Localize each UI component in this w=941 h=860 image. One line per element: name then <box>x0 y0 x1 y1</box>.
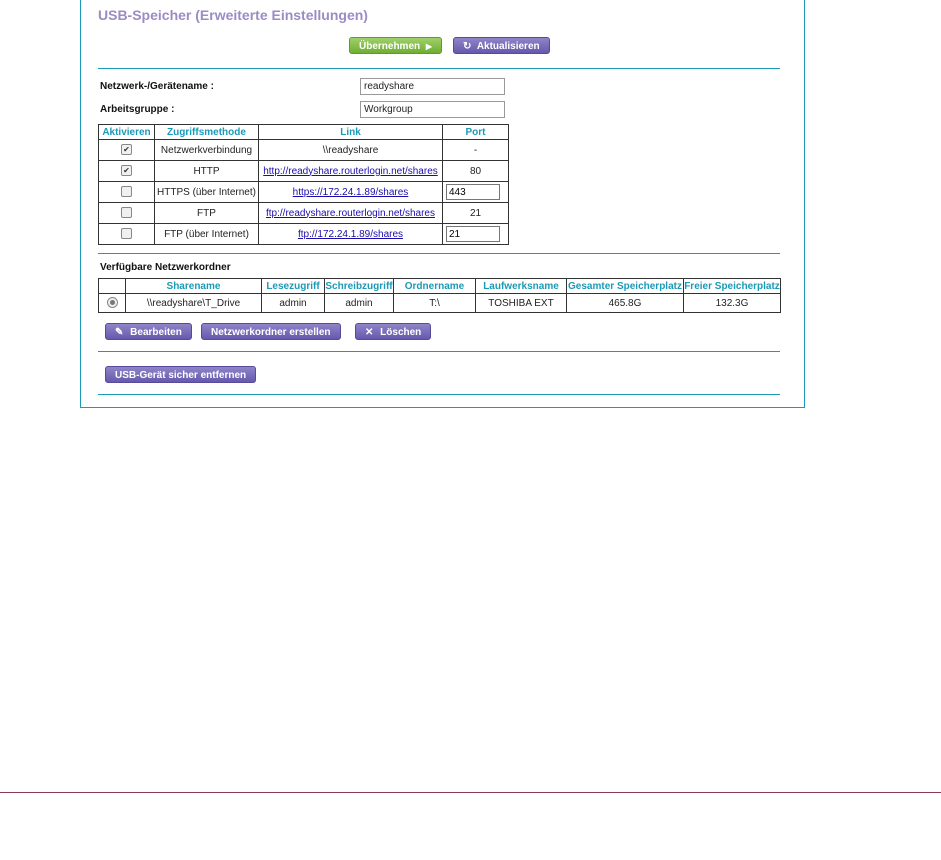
workgroup-input[interactable] <box>360 101 505 118</box>
table-row <box>99 182 509 203</box>
footer-divider <box>0 792 941 793</box>
access-method: FTP <box>155 203 259 224</box>
column-header: Aktivieren <box>99 125 155 140</box>
free-space: 132.3G <box>684 294 781 313</box>
divider <box>98 394 780 395</box>
folders-table-header <box>99 279 781 294</box>
eject-usb-button[interactable] <box>105 366 256 383</box>
device-name-label: Netzwerk-/Gerätename : <box>100 81 214 92</box>
access-method: FTP (über Internet) <box>155 224 259 245</box>
port-value: 21 <box>443 203 509 224</box>
port-input[interactable] <box>446 226 500 242</box>
access-method: HTTPS (über Internet) <box>155 182 259 203</box>
port-value: 80 <box>443 161 509 182</box>
play-icon: ▶ <box>425 42 433 51</box>
delete-button-label: Löschen <box>380 327 422 338</box>
total-space: 465.8G <box>567 294 684 313</box>
network-folders-table <box>98 278 781 313</box>
access-link[interactable]: http://readyshare.routerlogin.net/shares <box>263 165 438 177</box>
enable-checkbox[interactable]: ✔ <box>121 165 132 176</box>
table-row <box>99 140 509 161</box>
eject-usb-button-label: USB-Gerät sicher entfernen <box>115 370 247 381</box>
column-header: Ordnername <box>394 279 476 294</box>
drive-name: TOSHIBA EXT <box>476 294 567 313</box>
enable-checkbox[interactable] <box>121 207 132 218</box>
access-table-header <box>99 125 509 140</box>
column-header: Laufwerksname <box>476 279 567 294</box>
workgroup-label: Arbeitsgruppe : <box>100 104 175 115</box>
column-header: Zugriffsmethode <box>155 125 259 140</box>
column-header: Freier Speicherplatz <box>684 280 780 292</box>
delete-button[interactable] <box>355 323 431 340</box>
access-method: Netzwerkverbindung <box>155 140 259 161</box>
access-methods-table <box>98 124 509 245</box>
port-input[interactable] <box>446 184 500 200</box>
table-row <box>99 294 781 313</box>
port-value: - <box>443 140 509 161</box>
column-header: Gesamter Speicherplatz <box>568 280 682 292</box>
table-row <box>99 224 509 245</box>
folder-select-radio[interactable] <box>107 297 118 308</box>
folder-name: T:\ <box>394 294 476 313</box>
column-header: Lesezugriff <box>262 279 325 294</box>
enable-checkbox[interactable] <box>121 186 132 197</box>
access-link[interactable]: ftp://readyshare.routerlogin.net/shares <box>266 207 435 219</box>
column-header: Link <box>259 125 443 140</box>
access-link[interactable]: ftp://172.24.1.89/shares <box>297 228 404 240</box>
divider <box>98 351 780 352</box>
write-access: admin <box>325 294 394 313</box>
device-name-input[interactable] <box>360 78 505 95</box>
edit-button-label: Bearbeiten <box>130 327 182 338</box>
apply-button-label: Übernehmen <box>359 41 421 52</box>
usb-advanced-settings-panel <box>80 0 805 408</box>
read-access: admin <box>262 294 325 313</box>
access-method: HTTP <box>155 161 259 182</box>
refresh-icon: ↻ <box>463 41 472 52</box>
access-link: \\readyshare <box>259 140 443 161</box>
table-row <box>99 203 509 224</box>
create-folder-button-label: Netzwerkordner erstellen <box>211 327 331 338</box>
enable-checkbox[interactable]: ✔ <box>121 144 132 155</box>
apply-button[interactable] <box>349 37 442 54</box>
edit-button[interactable] <box>105 323 192 340</box>
close-icon: ✕ <box>365 327 374 338</box>
column-header: Port <box>443 125 509 140</box>
refresh-button-label: Aktualisieren <box>476 41 540 52</box>
page-title: USB-Speicher (Erweiterte Einstellungen) <box>98 7 368 23</box>
select-column-header <box>99 279 126 294</box>
pencil-icon: ✎ <box>115 327 124 338</box>
table-row <box>99 161 509 182</box>
share-name: \\readyshare\T_Drive <box>126 294 262 313</box>
column-header: Sharename <box>126 279 262 294</box>
column-header: Schreibzugriff <box>325 280 393 292</box>
access-link[interactable]: https://172.24.1.89/shares <box>292 186 409 198</box>
refresh-button[interactable] <box>453 37 550 54</box>
divider <box>98 253 780 254</box>
create-folder-button[interactable] <box>201 323 341 340</box>
enable-checkbox[interactable] <box>121 228 132 239</box>
divider <box>98 68 780 69</box>
network-folders-heading: Verfügbare Netzwerkordner <box>100 262 231 273</box>
